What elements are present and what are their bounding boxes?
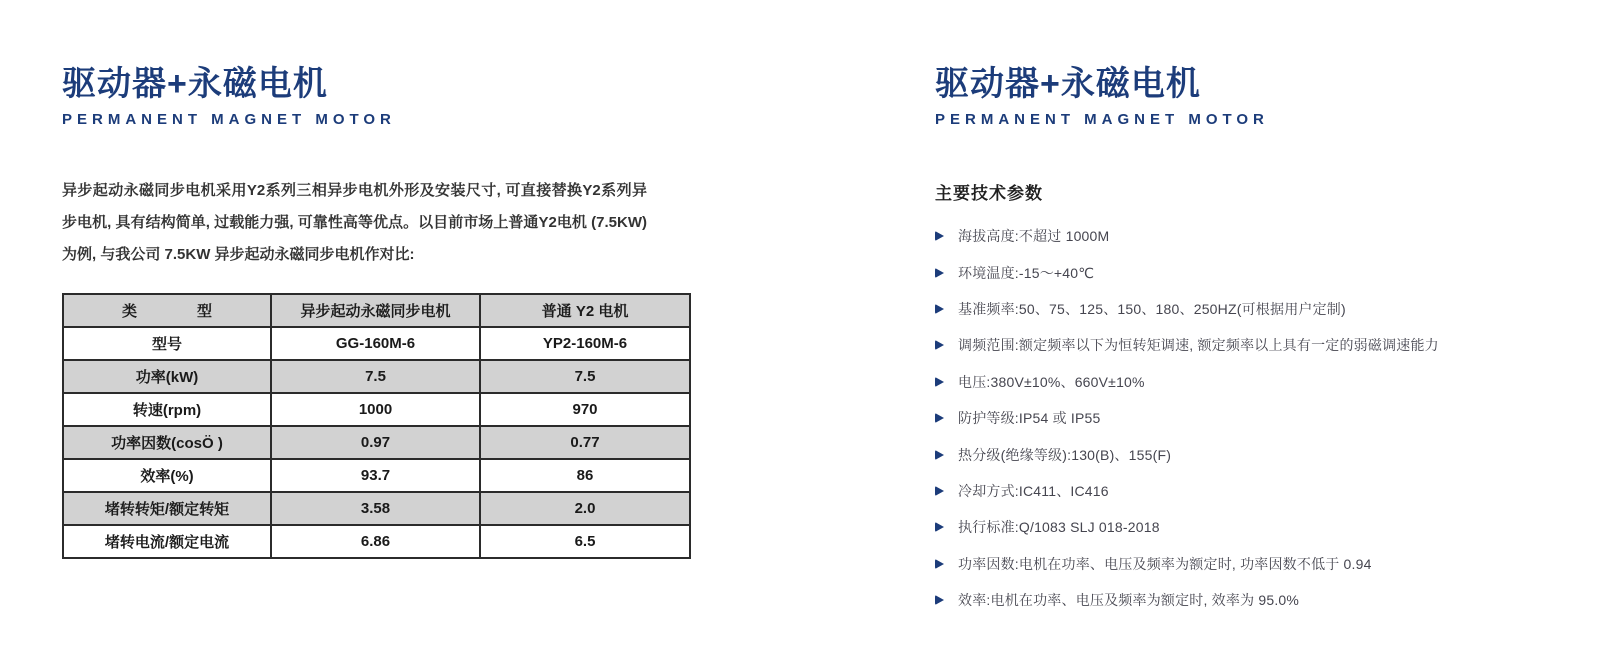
spec-text: 海拔高度:不超过 1000M — [958, 228, 1110, 245]
triangle-bullet-icon — [935, 340, 944, 350]
cell-value: 1000 — [271, 393, 480, 426]
spec-item-cooling — [935, 473, 1585, 509]
cell-value: 0.97 — [271, 426, 480, 459]
triangle-bullet-icon — [935, 231, 944, 241]
table-row — [63, 459, 690, 492]
cell-value: GG-160M-6 — [271, 327, 480, 360]
cell-value: 3.58 — [271, 492, 480, 525]
spec-item-standard — [935, 509, 1585, 545]
cell-value: 0.77 — [480, 426, 690, 459]
row-label: 功率因数(cosÖ ) — [63, 426, 271, 459]
triangle-bullet-icon — [935, 595, 944, 605]
spec-item-efficiency — [935, 582, 1585, 618]
row-label: 功率(kW) — [63, 360, 271, 393]
spec-text: 热分级(绝缘等级):130(B)、155(F) — [958, 446, 1172, 463]
spec-item-power-factor — [935, 546, 1585, 582]
cell-value: 93.7 — [271, 459, 480, 492]
right-header — [935, 64, 1585, 129]
spec-text: 防护等级:IP54 或 IP55 — [958, 410, 1101, 427]
table-row — [63, 492, 690, 525]
spec-text: 调频范围:额定频率以下为恒转矩调速, 额定频率以上具有一定的弱磁调速能力 — [958, 337, 1439, 354]
table-row — [63, 525, 690, 558]
spec-text: 电压:380V±10%、660V±10% — [958, 373, 1145, 390]
cell-value: 2.0 — [480, 492, 690, 525]
triangle-bullet-icon — [935, 413, 944, 423]
cell-value: 6.5 — [480, 525, 690, 558]
triangle-bullet-icon — [935, 304, 944, 314]
spec-item-altitude — [935, 218, 1585, 254]
spec-text: 功率因数:电机在功率、电压及频率为额定时, 功率因数不低于 0.94 — [958, 555, 1372, 572]
row-label: 转速(rpm) — [63, 393, 271, 426]
triangle-bullet-icon — [935, 377, 944, 387]
spec-text: 冷却方式:IC411、IC416 — [958, 482, 1109, 499]
table-header-type: 类 型 — [63, 294, 271, 327]
cell-value: 970 — [480, 393, 690, 426]
spec-item-protection-class — [935, 400, 1585, 436]
cell-value: 86 — [480, 459, 690, 492]
table-row — [63, 393, 690, 426]
cell-value: 7.5 — [271, 360, 480, 393]
spec-text: 效率:电机在功率、电压及频率为额定时, 效率为 95.0% — [958, 592, 1300, 609]
table-header-pm-motor: 异步起动永磁同步电机 — [271, 294, 480, 327]
row-label: 型号 — [63, 327, 271, 360]
row-label: 堵转转矩/额定转矩 — [63, 492, 271, 525]
spec-item-ambient-temp — [935, 254, 1585, 290]
comparison-table — [62, 293, 691, 559]
left-column — [62, 64, 694, 559]
table-row — [63, 360, 690, 393]
table-row — [63, 426, 690, 459]
right-column — [935, 64, 1585, 618]
cell-value: YP2-160M-6 — [480, 327, 690, 360]
spec-text: 基准频率:50、75、125、150、180、250HZ(可根据用户定制) — [958, 300, 1346, 317]
table-row — [63, 327, 690, 360]
cell-value: 7.5 — [480, 360, 690, 393]
triangle-bullet-icon — [935, 486, 944, 496]
right-page-title: 驱动器+永磁电机 — [935, 65, 1201, 103]
spec-item-base-frequency — [935, 291, 1585, 327]
table-header-y2-motor: 普通 Y2 电机 — [480, 294, 690, 327]
row-label: 效率(%) — [63, 459, 271, 492]
spec-item-frequency-range — [935, 327, 1585, 363]
left-page-title: 驱动器+永磁电机 — [62, 65, 328, 103]
left-header — [62, 64, 694, 129]
triangle-bullet-icon — [935, 268, 944, 278]
spec-list — [935, 218, 1585, 618]
cell-value: 6.86 — [271, 525, 480, 558]
right-page-subtitle: PERMANENT MAGNET MOTOR — [935, 111, 1269, 128]
row-label: 堵转电流/额定电流 — [63, 525, 271, 558]
intro-paragraph: 异步起动永磁同步电机采用Y2系列三相异步电机外形及安装尺寸, 可直接替换Y2系列异步电机, 具有结构简单, 过载能力强, 可靠性高等优点。以目前市场上普通Y2电机 (7.5KW) 为例, 与我公司 7.5KW 异步起动永磁同步电机作对比: — [62, 182, 647, 263]
spec-text: 环境温度:-15～+40℃ — [958, 264, 1095, 281]
table-header-row — [63, 294, 690, 327]
left-page-subtitle: PERMANENT MAGNET MOTOR — [62, 111, 396, 128]
spec-item-insulation-class — [935, 436, 1585, 472]
tech-params-heading: 主要技术参数 — [935, 184, 1043, 203]
triangle-bullet-icon — [935, 522, 944, 532]
triangle-bullet-icon — [935, 450, 944, 460]
spec-item-voltage — [935, 364, 1585, 400]
spec-text: 执行标准:Q/1083 SLJ 018-2018 — [958, 519, 1160, 536]
triangle-bullet-icon — [935, 559, 944, 569]
